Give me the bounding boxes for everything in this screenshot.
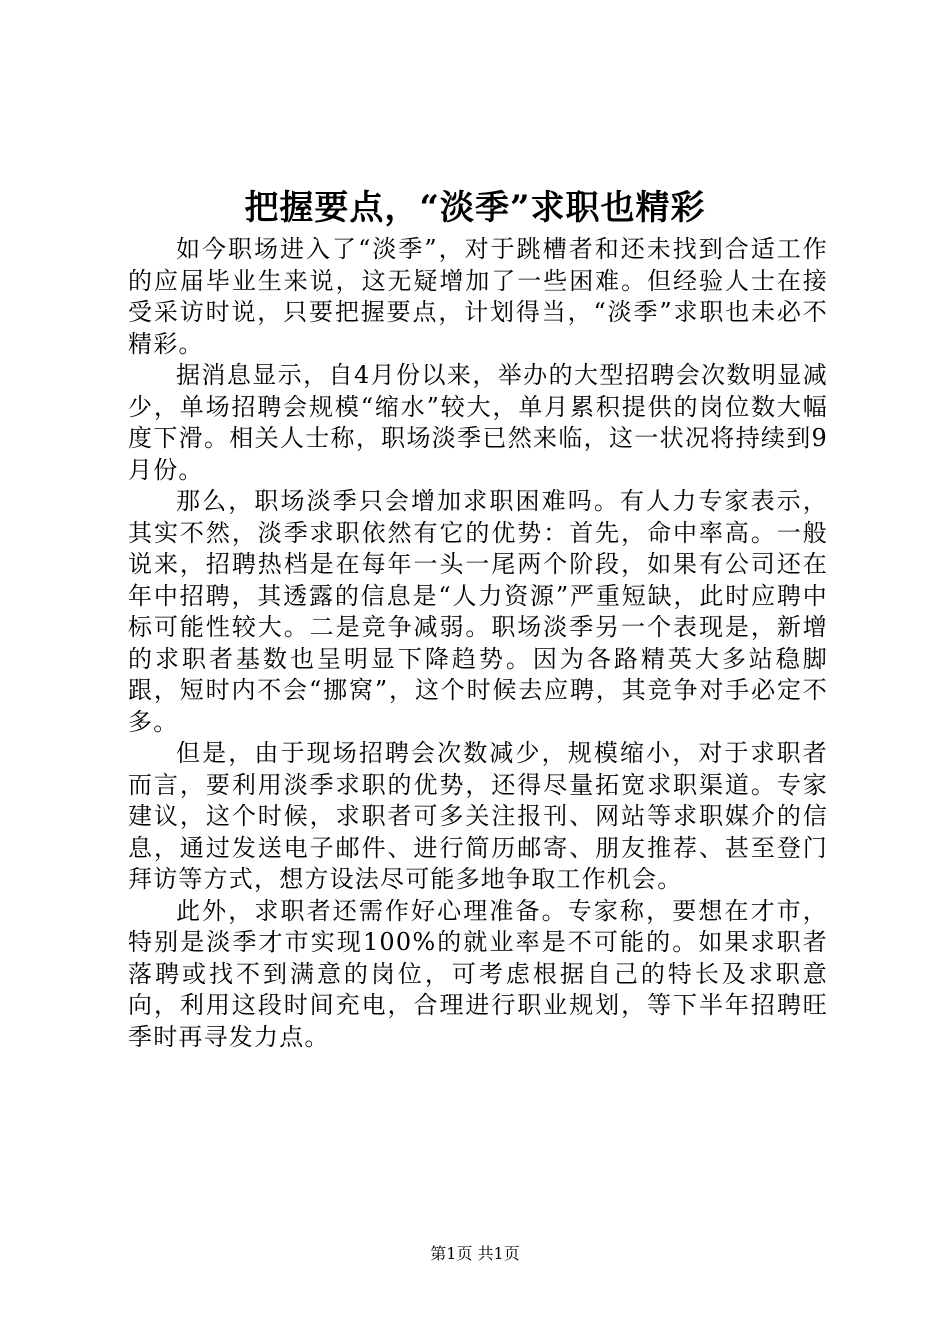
paragraph-5: 此外，求职者还需作好心理准备。专家称，要想在才市，特别是淡季才市实现100%的就业率是不可能的。如果求职者落聘或找不到满意的岗位，可考虑根据自己的特长及求职意向，利用这段时间充电，合理进行职业规划，等下半年招聘旺季时再寻发力点。 <box>128 896 828 1051</box>
document-body <box>128 234 828 1053</box>
paragraph-1: 如今职场进入了“淡季”，对于跳槽者和还未找到合适工作的应届毕业生来说，这无疑增加了一些困难。但经验人士在接受采访时说，只要把握要点，计划得当，“淡季”求职也未必不精彩。 <box>128 235 828 358</box>
document-title: 把握要点，“淡季”求职也精彩 <box>244 188 706 228</box>
paragraph-2: 据消息显示，自4月份以来，举办的大型招聘会次数明显减少，单场招聘会规模“缩水”较大，单月累积提供的岗位数大幅度下滑。相关人士称，职场淡季已然来临，这一状况将持续到9月份。 <box>128 361 828 484</box>
paragraph-3: 那么，职场淡季只会增加求职困难吗。有人力专家表示，其实不然，淡季求职依然有它的优势：首先，命中率高。一般说来，招聘热档是在每年一头一尾两个阶段，如果有公司还在年中招聘，其透露的信息是“人力资源”严重短缺，此时应聘中标可能性较大。二是竞争减弱。职场淡季另一个表现是，新增的求职者基数也呈明显下降趋势。因为各路精英大多站稳脚跟，短时内不会“挪窝”，这个时候去应聘，其竞争对手必定不多。 <box>128 487 828 736</box>
paragraph-4: 但是，由于现场招聘会次数减少，规模缩小，对于求职者而言，要利用淡季求职的优势，还得尽量拓宽求职渠道。专家建议，这个时候，求职者可多关注报刊、网站等求职媒介的信息，通过发送电子邮件、进行简历邮寄、朋友推荐、甚至登门拜访等方式，想方设法尽可能多地争取工作机会。 <box>128 739 828 893</box>
page-footer: 第1页 共1页 <box>430 1244 520 1263</box>
